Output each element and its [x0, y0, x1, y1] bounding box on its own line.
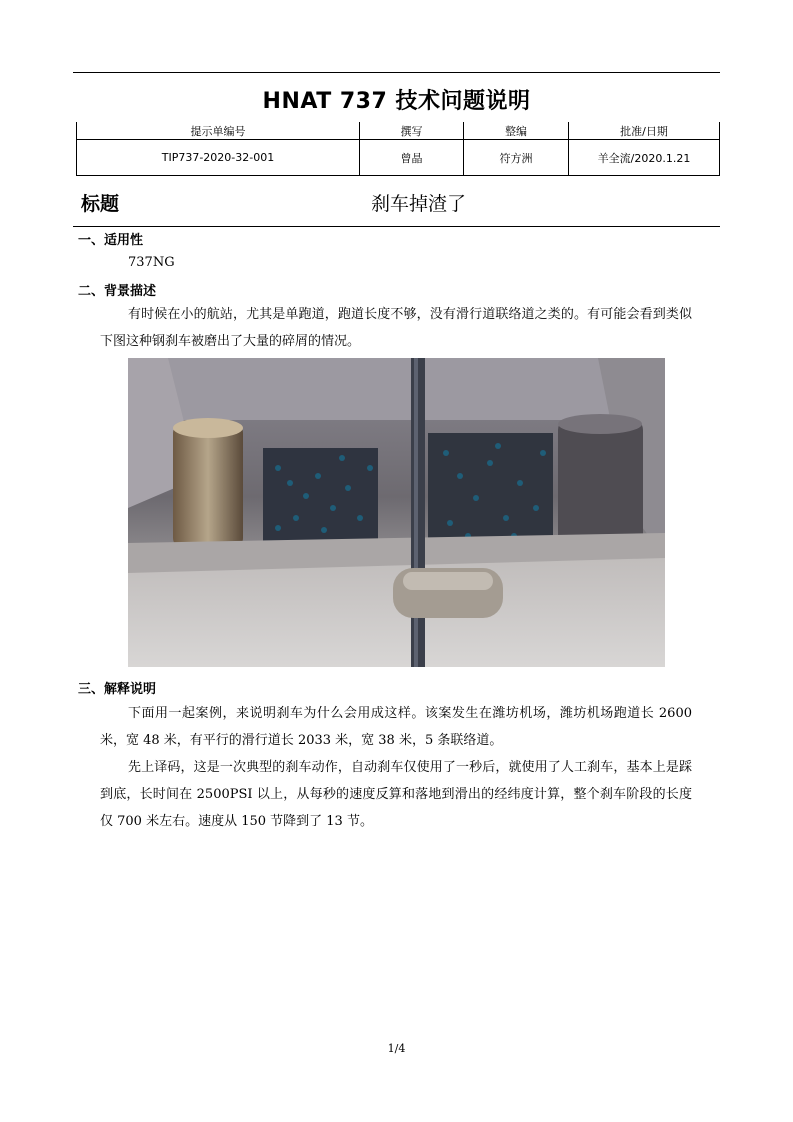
meta-value-approval: 羊全流/2020.1.21 — [569, 140, 720, 176]
meta-value-tip-number: TIP737-2020-32-001 — [77, 140, 360, 176]
section-heading-applicability: 一、适用性 — [78, 233, 144, 248]
meta-header-editor: 整编 — [464, 122, 569, 140]
meta-value-row — [77, 140, 720, 176]
subject-row — [73, 186, 720, 227]
meta-value-author: 曾晶 — [360, 140, 464, 176]
brake-debris-photo — [128, 358, 665, 667]
explanation-paragraph-1: 下面用一起案例，来说明刹车为什么会用成这样。该案发生在潍坊机场，潍坊机场跑道长 2600 米，宽 48 米，有平行的滑行道长 2033 米，宽 38 米，5 条联络道。 — [100, 706, 692, 748]
meta-table — [76, 122, 720, 176]
page-number: 1/4 — [387, 1042, 406, 1055]
meta-header-tip-number: 提示单编号 — [77, 122, 360, 140]
applicability-text: 737NG — [128, 255, 175, 270]
subject-label: 标题 — [81, 193, 120, 215]
meta-header-approval: 批准/日期 — [569, 122, 720, 140]
meta-header-row — [77, 122, 720, 140]
document-title: HNAT 737 技术问题说明 — [262, 89, 531, 114]
top-rule — [73, 72, 720, 73]
section-heading-explanation: 三、解释说明 — [78, 682, 157, 697]
meta-value-editor: 符方洲 — [464, 140, 569, 176]
explanation-paragraph-2: 先上译码，这是一次典型的刹车动作，自动刹车仅使用了一秒后，就使用了人工刹车，基本上是踩到底，长时间在 2500PSI 以上，从每秒的速度反算和落地到滑出的经纬度计算，整个刹车阶段的长度仅 700 米左右。速度从 150 节降到了 13 节。 — [100, 760, 692, 829]
section-heading-background: 二、背景描述 — [78, 284, 157, 299]
subject-value: 刹车掉渣了 — [371, 193, 467, 215]
meta-header-author: 撰写 — [360, 122, 464, 140]
background-paragraph: 有时候在小的航站，尤其是单跑道，跑道长度不够，没有滑行道联络道之类的。有可能会看到类似下图这种钢刹车被磨出了大量的碎屑的情况。 — [100, 307, 692, 349]
